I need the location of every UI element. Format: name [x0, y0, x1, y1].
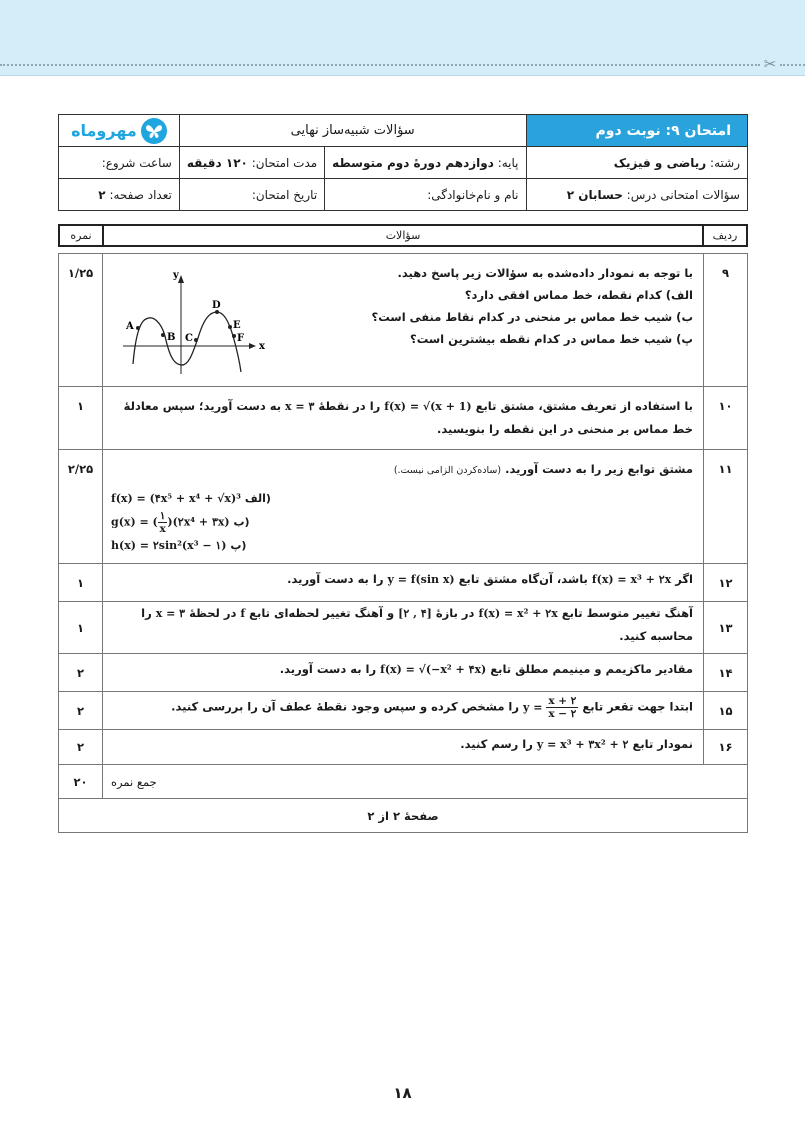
- scissors-icon: ✂: [763, 55, 777, 73]
- page-footer-row: [59, 799, 748, 833]
- sub-question-b: ب) شیب خط مماس بر منحنی در کدام نقاط منفی است؟: [371, 310, 693, 324]
- sub-question-a: الف) کدام نقطه، خط مماس افقی دارد؟: [464, 288, 693, 302]
- col-score: نمره: [59, 225, 103, 246]
- sub-items: [111, 488, 693, 557]
- question-text: با توجه به نمودار داده‌شده به سؤالات زیر پاسخ دهید.: [397, 266, 693, 280]
- question-score: ۱: [59, 387, 103, 450]
- exam-date-cell: تاریخ امتحان:: [179, 179, 324, 211]
- cut-line: [0, 64, 760, 66]
- question-body: مقادیر ماکزیمم و مینیمم مطلق تابع f(x) = √(−x² + ۴x) را به دست آورید.: [103, 654, 704, 692]
- question-number: ۱۵: [704, 692, 748, 730]
- question-row: [59, 450, 748, 564]
- page-count-cell: تعداد صفحه: ۲: [59, 179, 180, 211]
- question-row: [59, 564, 748, 602]
- col-questions: سؤالات: [103, 225, 703, 246]
- question-row: [59, 654, 748, 692]
- grade-cell: پایه: دوازدهم دورهٔ دوم متوسطه: [325, 147, 526, 179]
- question-score: ۲/۲۵: [59, 450, 103, 564]
- question-score: ۲: [59, 654, 103, 692]
- question-body: اگر f(x) = x³ + ۲x باشد، آن‌گاه مشتق تابع y = f(sin x) را به دست آورید.: [103, 564, 704, 602]
- question-number: ۱۱: [704, 450, 748, 564]
- svg-text:x: x: [259, 341, 265, 352]
- svg-text:D: D: [212, 300, 221, 311]
- math-expression: f(x) = √(x + 1): [384, 400, 472, 413]
- question-number: ۱۰: [704, 387, 748, 450]
- course-cell: سؤالات امتحانی درس: حسابان ۲: [526, 179, 747, 211]
- sub-question-c: پ) شیب خط مماس در کدام نقطه بیشترین است؟: [410, 332, 693, 346]
- grade-value: دوازدهم دورهٔ دوم متوسطه: [332, 155, 494, 170]
- svg-text:E: E: [233, 320, 241, 331]
- question-row: [59, 602, 748, 654]
- field-value: ریاضی و فیزیک: [613, 155, 707, 170]
- question-score: ۱: [59, 564, 103, 602]
- function-graph: [111, 256, 271, 374]
- duration-cell: مدت امتحان: ۱۲۰ دقیقه: [179, 147, 324, 179]
- page-footer: صفحهٔ ۲ از ۲: [59, 799, 748, 833]
- course-value: حسابان ۲: [566, 187, 623, 202]
- brand-name: مهروماه: [71, 121, 137, 140]
- question-row: [59, 387, 748, 450]
- question-body: ابتدا جهت تقعر تابع y = $\frac{x + ۲}{x - ۲}$ را مشخص کرده و سپس وجود نقطهٔ عطف آن را بررسی کنید.: [103, 692, 704, 730]
- column-header-table: [58, 224, 748, 247]
- duration-value: ۱۲۰ دقیقه: [186, 155, 248, 170]
- question-number: ۱۴: [704, 654, 748, 692]
- svg-text:y: y: [173, 270, 179, 281]
- total-row: [59, 765, 748, 799]
- sub-item-c: h(x) = ۲sin²(x³ − ۱) پ): [111, 539, 247, 552]
- question-score: ۱: [59, 602, 103, 654]
- sub-item-b: g(x) = ( $\frac{۱}{x}$ )(۲x⁴ + ۳x) ب): [111, 510, 250, 535]
- butterfly-icon: [141, 118, 167, 144]
- col-row: ردیف: [703, 225, 747, 246]
- cut-line-end: [780, 64, 805, 66]
- exam-header-table: [58, 114, 748, 211]
- question-score: ۲: [59, 730, 103, 765]
- question-row: [59, 692, 748, 730]
- total-value: ۲۰: [59, 765, 103, 799]
- svg-text:C: C: [185, 333, 193, 344]
- question-number: ۹: [704, 254, 748, 387]
- page-count-value: ۲: [98, 187, 106, 202]
- question-body: مشتق توابع زیر را به دست آورید. (ساده‌کردن الزامی نیست.) f(x) = (۴x⁵ + x⁴ + √x)³ الف) g(x) = ( $\frac{۱}{x}$ )(۲x⁴ + ۳x) ب) h(x) = ۲sin²(x³ − ۱) پ): [103, 450, 704, 564]
- question-body: [103, 254, 704, 387]
- student-name-cell: نام و نام‌خانوادگی:: [325, 179, 526, 211]
- question-number: ۱۲: [704, 564, 748, 602]
- question-score: ۲: [59, 692, 103, 730]
- page-number: ۱۸: [393, 1084, 412, 1102]
- question-body: نمودار تابع y = x³ + ۳x² + ۲ را رسم کنید.: [103, 730, 704, 765]
- svg-text:B: B: [167, 332, 176, 343]
- question-score: ۱/۲۵: [59, 254, 103, 387]
- start-time-cell: ساعت شروع:: [59, 147, 180, 179]
- svg-text:A: A: [126, 321, 134, 332]
- exam-title: امتحان ۹: نوبت دوم: [526, 115, 747, 147]
- question-body: با استفاده از تعریف مشتق، مشتق تابع f(x) = √(x + 1) را در نقطهٔ x = ۳ به دست آورید؛ سپس معادلهٔ خط مماس بر منحنی در این نقطه را بنویسید.: [103, 387, 704, 450]
- field-cell: رشته: ریاضی و فیزیک: [526, 147, 747, 179]
- question-number: ۱۶: [704, 730, 748, 765]
- question-row: [59, 730, 748, 765]
- question-body: آهنگ تغییر متوسط تابع f(x) = x² + ۲x در بازهٔ [۲ , ۴] و آهنگ تغییر لحظه‌ای تابع f در لحظهٔ x = ۳ را محاسبه کنید.: [103, 602, 704, 654]
- exam-subtitle: سؤالات شبیه‌ساز نهایی: [179, 115, 526, 147]
- question-row: [59, 254, 748, 387]
- questions-table: [58, 253, 748, 833]
- total-label: جمع نمره: [103, 765, 748, 799]
- sub-item-a: f(x) = (۴x⁵ + x⁴ + √x)³ الف): [111, 492, 271, 505]
- svg-text:F: F: [237, 333, 245, 344]
- question-number: ۱۳: [704, 602, 748, 654]
- brand-logo: [59, 115, 180, 147]
- math-expression: x = ۳: [285, 400, 315, 413]
